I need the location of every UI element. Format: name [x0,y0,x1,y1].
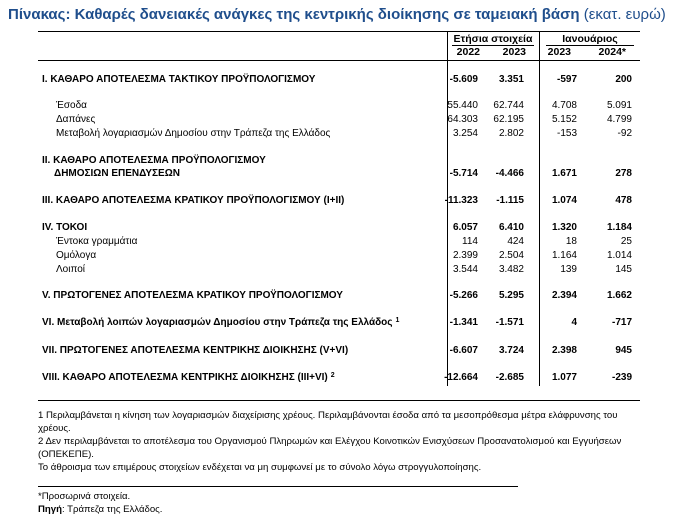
row-value: 1.014 [606,250,632,261]
row-label: Έσοδα [56,100,87,111]
row-label: Λοιποί [56,264,86,275]
table-row [42,195,640,209]
row-value: 4.708 [551,100,577,111]
source-label: Πηγή [38,504,62,515]
row-value: -1.571 [495,317,524,328]
row-value: 2.399 [452,250,478,261]
row-label: ΔΗΜΟΣΙΩΝ ΕΠΕΝΔΥΣΕΩΝ [54,168,180,179]
row-label: Δαπάνες [56,114,96,125]
row-value: -239 [611,372,632,383]
provisional-note: *Προσωρινά στοιχεία. [38,491,131,502]
row-value: 6.057 [452,222,478,233]
row-label: V. ΠΡΩΤΟΓΕΝΕΣ ΑΠΟΤΕΛΕΣΜΑ ΚΡΑΤΙΚΟΥ ΠΡΟΫΠΟΛΟΓΙΣΜΟΥ [42,290,343,301]
table-row [42,114,640,128]
row-value: 5.091 [606,100,632,111]
row-label: Έντοκα γραμμάτια [56,236,138,247]
table-row [42,222,640,236]
group-header-annual: Ετήσια στοιχεία [453,33,533,45]
row-value: 2.802 [498,128,524,139]
footnotes [38,409,648,474]
row-value: 62.744 [493,100,524,111]
table-row [42,155,640,169]
row-value: 945 [615,345,632,356]
row-value: -5.609 [449,74,478,85]
row-value: 1.662 [606,290,632,301]
row-value: -597 [556,74,577,85]
row-value: -11.323 [444,195,478,206]
row-value: 55.440 [447,100,478,111]
notes-separator [38,486,518,487]
row-value: 1.074 [551,195,577,206]
row-value: -12.664 [444,372,478,383]
row-label: Μεταβολή λογαριασμών Δημοσίου στην Τράπεζα της Ελλάδος [56,128,331,139]
footnote-marker: 2 [330,372,335,379]
year-header: 2023 [547,46,571,58]
row-value: 18 [565,236,577,247]
table-bottom-rule [38,400,640,401]
row-value: 3.351 [498,74,524,85]
row-value: 424 [507,236,524,247]
rounding-note: Το άθροισμα των επιμέρους στοιχείων ενδέχεται να μη συμφωνεί με το σύνολο λόγω στρογγυλοποίησης. [38,462,482,473]
row-value: -6.607 [449,345,478,356]
row-value: -1.341 [449,317,478,328]
unit-text: (εκατ. ευρώ) [583,6,666,23]
row-value: 4.799 [606,114,632,125]
row-value: 145 [615,264,632,275]
header-top-rule [38,31,640,32]
row-value: 3.544 [452,264,478,275]
row-value: 2.394 [551,290,577,301]
row-value: 1.184 [606,222,632,233]
row-value: 200 [615,74,632,85]
row-value: 3.254 [452,128,478,139]
row-value: 114 [462,236,478,247]
table-row [42,345,640,359]
row-label: Ομόλογα [56,250,97,261]
row-value: 478 [615,195,632,206]
row-value: -92 [617,128,632,139]
row-value: 5.295 [498,290,524,301]
row-label: I. ΚΑΘΑΡΟ ΑΠΟΤΕΛΕΣΜΑ ΤΑΚΤΙΚΟΥ ΠΡΟΫΠΟΛΟΓΙΣΜΟΥ [42,74,316,85]
row-value: 2.504 [498,250,524,261]
row-value: 2.398 [551,345,577,356]
row-value: 3.724 [498,345,524,356]
source-block [38,490,162,516]
row-label: III. ΚΑΘΑΡΟ ΑΠΟΤΕΛΕΣΜΑ ΚΡΑΤΙΚΟΥ ΠΡΟΫΠΟΛΟΓΙΣΜΟΥ (I+II) [42,195,345,206]
footnote-1: 1 Περιλαμβάνεται η κίνηση των λογαριασμών διαχείρισης χρέους. Περιλαμβάνονται έσοδα από τα μεσοπρόθεσμα μέτρα ελάφρυνσης του χρέους. [38,410,618,434]
row-value: 6.410 [498,222,524,233]
row-label: VIII. ΚΑΘΑΡΟ ΑΠΟΤΕΛΕΣΜΑ ΚΕΝΤΡΙΚΗΣ ΔΙΟΙΚΗΣΗΣ (III+VI) $^2$ [42,372,335,383]
source-line [38,503,162,516]
row-value: -2.685 [495,372,524,383]
row-value: 139 [560,264,577,275]
table-row [42,372,640,386]
row-value: -5.714 [449,168,478,179]
table-row [42,264,640,278]
row-label: II. ΚΑΘΑΡΟ ΑΠΟΤΕΛΕΣΜΑ ΠΡΟΫΠΟΛΟΓΙΣΜΟΥ [42,155,266,166]
year-header: 2023 [502,46,526,58]
row-value: -1.115 [496,195,524,206]
row-value: 5.152 [551,114,577,125]
table-row [42,290,640,304]
table-row [42,236,640,250]
table-row [42,100,640,114]
row-value: 278 [615,168,632,179]
table-row [42,74,640,88]
row-label: IV. ΤΟΚΟΙ [42,222,88,233]
row-value: -153 [556,128,577,139]
row-label: VI. Μεταβολή λοιπών λογαριασμών Δημοσίου στην Τράπεζα της Ελλάδος $^1$ [42,317,400,328]
header-bottom-rule [38,60,640,61]
row-label: VII. ΠΡΩΤΟΓΕΝΕΣ ΑΠΟΤΕΛΕΣΜΑ ΚΕΝΤΡΙΚΗΣ ΔΙΟΙΚΗΣΗΣ (V+VI) [42,345,349,356]
row-value: -717 [611,317,632,328]
row-value: 4 [571,317,577,328]
source-text: : Τράπεζα της Ελλάδος. [61,504,163,515]
row-value: 1.164 [551,250,577,261]
row-value: 25 [620,236,632,247]
table-row [42,168,640,182]
footnote-2: 2 Δεν περιλαμβάνεται το αποτέλεσμα του Οργανισμού Πληρωμών και Ελέγχου Κοινοτικών Ενισχύσεων Προσανατολισμού και Εγγυήσεων (ΟΠΕΚΕΠΕ). [38,436,622,460]
table-row [42,250,640,264]
row-value: 3.482 [498,264,524,275]
row-value: 64.303 [447,114,478,125]
row-value: 62.195 [493,114,524,125]
year-header: 2022 [456,46,480,58]
row-value: -4.466 [495,168,524,179]
table-row [42,128,640,142]
footnote-marker: 1 [395,317,400,324]
row-value: 1.077 [551,372,577,383]
row-value: -5.266 [449,290,478,301]
table-row [42,317,640,331]
title-text: Πίνακας: Καθαρές δανειακές ανάγκες της κεντρικής διοίκησης σε ταμειακή βάση [8,6,580,23]
group-header-january: Ιανουάριος [562,33,618,45]
row-value: 1.320 [551,222,577,233]
year-header: 2024* [598,46,626,58]
table-title [8,6,666,23]
row-value: 1.671 [551,168,577,179]
